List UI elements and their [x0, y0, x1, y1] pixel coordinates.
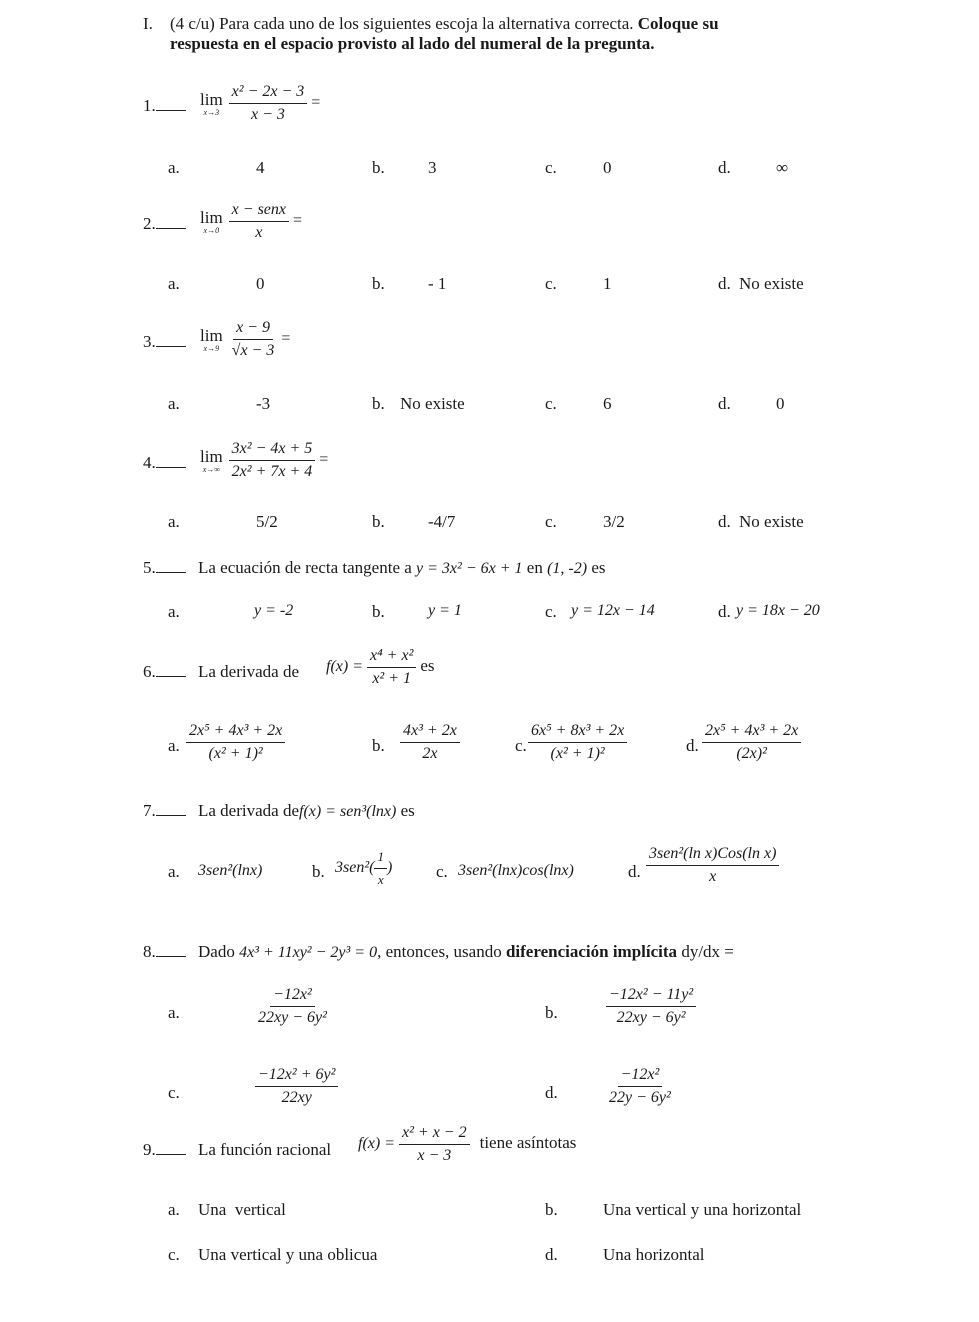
- q3-option-d-value: 0: [776, 394, 785, 413]
- q7-option-d-value: $\frac{\text{3sen²(ln x)Cos(ln x)}}{x}$: [646, 845, 779, 886]
- q7-option-a-value: 3sen²(lnx): [198, 862, 263, 879]
- q3-expression: lim x→9 $\frac{x - 9}{√x - 3}$ =: [200, 319, 291, 359]
- q9-option-c-value: Una vertical y una oblicua: [198, 1245, 378, 1264]
- q3-option-c-value: 6: [603, 394, 612, 413]
- q1-option-d-value: ∞: [776, 158, 789, 177]
- q4-option-d-value: No existe: [739, 512, 804, 531]
- q1-option-c-value: 0: [603, 158, 612, 177]
- q2-lim: lim x→0: [200, 207, 223, 235]
- q7-option-c-value: 3sen²(lnx)cos(lnx): [458, 862, 574, 879]
- q5-point: (1, -2): [547, 560, 588, 577]
- q2-option-d[interactable]: d.: [718, 274, 731, 293]
- q4-option-d[interactable]: d.: [718, 512, 731, 531]
- instructions-bold-1: Coloque su: [637, 14, 719, 33]
- q2-option-a[interactable]: a.: [168, 274, 180, 293]
- q8-option-b[interactable]: b.: [545, 1003, 558, 1022]
- q5-function: y = 3x² − 6x + 1: [416, 560, 523, 577]
- q1-option-b[interactable]: b.: [372, 158, 385, 177]
- q1-number: 1.: [143, 96, 186, 116]
- q2-option-b-value: - 1: [428, 274, 447, 293]
- q9-option-c[interactable]: c.: [168, 1245, 180, 1264]
- q1-option-b-value: 3: [428, 158, 437, 177]
- q8-option-d-value: $\frac{\text{−12x²}}{\text{22y − 6y²}}$: [609, 1066, 671, 1106]
- q2-option-c[interactable]: c.: [545, 274, 557, 293]
- q9-answer-blank[interactable]: [156, 1140, 186, 1155]
- instructions-intro: (4 c/u) Para cada uno de los siguientes escoja la alternativa correcta.: [170, 14, 634, 33]
- q4-number: 4.: [143, 453, 186, 473]
- q3-lim: lim x→9: [200, 325, 223, 353]
- q1-expression: lim x→3 $\frac{\text{x² − 2x − 3}}{x - 3}$ =: [200, 83, 321, 123]
- q8-number: 8.: [143, 942, 186, 962]
- q4-option-b[interactable]: b.: [372, 512, 385, 531]
- q1-option-a[interactable]: a.: [168, 158, 180, 177]
- q4-option-b-value: -4/7: [428, 512, 456, 531]
- q6-number: 6.: [143, 662, 186, 682]
- q1-fraction: $\frac{\text{x² − 2x − 3}}{x - 3}$: [229, 83, 308, 124]
- q6-option-c-value: $\frac{\text{6x⁵ + 8x³ + 2x}}{\text{(x² + 1)²}}$: [528, 722, 627, 763]
- section-numeral: I.: [143, 14, 153, 33]
- q9-function: f(x) = $\frac{\text{x² + x − 2}}{x - 3}$ tiene asíntotas: [358, 1124, 577, 1164]
- q3-fraction: $\frac{x - 9}{√x - 3}$: [231, 319, 275, 359]
- instructions: [170, 14, 719, 54]
- q1-option-c[interactable]: c.: [545, 158, 557, 177]
- q1-option-a-value: 4: [256, 158, 265, 177]
- q7-option-c[interactable]: c.: [436, 862, 448, 881]
- q9-option-a[interactable]: a.: [168, 1200, 180, 1219]
- q5-option-d[interactable]: d.: [718, 602, 731, 621]
- q9-option-d-value: Una horizontal: [603, 1245, 705, 1264]
- q3-option-a-value: -3: [256, 394, 271, 413]
- q2-number: 2.: [143, 214, 186, 234]
- q5-answer-blank[interactable]: [156, 558, 186, 573]
- q2-fraction: $\frac{\text{x − senx}}{x}$: [229, 201, 289, 242]
- q1-option-d[interactable]: d.: [718, 158, 731, 177]
- q6-text: La derivada de: [198, 662, 299, 681]
- q6-answer-blank[interactable]: [156, 662, 186, 677]
- q6-function: f(x) = $\frac{\text{x⁴ + x²}}{\text{x² + 1}}$ es: [326, 647, 435, 687]
- q6-option-a-value: $\frac{\text{2x⁵ + 4x³ + 2x}}{\text{(x² + 1)²}}$: [186, 722, 285, 763]
- q7-answer-blank[interactable]: [156, 801, 186, 816]
- q2-expression: lim x→0 $\frac{\text{x − senx}}{x}$ =: [200, 201, 303, 241]
- q7-option-b[interactable]: b.: [312, 862, 325, 881]
- q2-option-b[interactable]: b.: [372, 274, 385, 293]
- q9-number: 9.: [143, 1140, 186, 1160]
- q4-expression: lim x→∞ $\frac{\text{3x² − 4x + 5}}{\text{2x² + 7x + 4}}$ =: [200, 440, 329, 480]
- q1-answer-blank[interactable]: [156, 96, 186, 111]
- q7-option-a[interactable]: a.: [168, 862, 180, 881]
- q6-fraction: $\frac{\text{x⁴ + x²}}{\text{x² + 1}}$: [367, 647, 416, 688]
- q6-option-b[interactable]: b.: [372, 736, 385, 755]
- q5-option-c[interactable]: c.: [545, 602, 557, 621]
- q5-option-a[interactable]: a.: [168, 602, 180, 621]
- q7-statement: La derivada def(x) = sen³(lnx) es: [198, 801, 415, 820]
- q9-text: La función racional: [198, 1140, 332, 1159]
- q4-option-c-value: 3/2: [603, 512, 625, 531]
- q5-number: 5.: [143, 558, 186, 578]
- q8-equation: 4x³ + 11xy² − 2y³ = 0: [239, 944, 378, 961]
- q8-option-c-value: $\frac{\text{−12x² + 6y²}}{22xy}$: [255, 1066, 338, 1107]
- q3-option-b-value: No existe: [400, 394, 465, 413]
- q4-lim: lim x→∞: [200, 446, 223, 474]
- q9-option-a-value: Una vertical: [198, 1200, 286, 1219]
- q3-option-a[interactable]: a.: [168, 394, 180, 413]
- q6-option-b-value: $\frac{\text{4x³ + 2x}}{2x}$: [400, 722, 460, 763]
- q3-option-c[interactable]: c.: [545, 394, 557, 413]
- q8-option-a[interactable]: a.: [168, 1003, 180, 1022]
- q5-option-b-value: y = 1: [428, 602, 462, 619]
- q1-lim: lim x→3: [200, 89, 223, 117]
- q5-option-d-value: y = 18x − 20: [736, 602, 820, 619]
- q6-option-a[interactable]: a.: [168, 736, 180, 755]
- q6-option-d-value: $\frac{\text{2x⁵ + 4x³ + 2x}}{\text{(2x)²}}$: [702, 722, 801, 763]
- q2-option-c-value: 1: [603, 274, 612, 293]
- q9-option-b[interactable]: b.: [545, 1200, 558, 1219]
- q2-answer-blank[interactable]: [156, 214, 186, 229]
- q3-answer-blank[interactable]: [156, 332, 186, 347]
- q4-option-a-value: 5/2: [256, 512, 278, 531]
- q9-option-d[interactable]: d.: [545, 1245, 558, 1264]
- q9-fraction: $\frac{\text{x² + x − 2}}{x - 3}$: [399, 1124, 470, 1165]
- q7-number: 7.: [143, 801, 186, 821]
- q4-option-c[interactable]: c.: [545, 512, 557, 531]
- q5-option-c-value: y = 12x − 14: [571, 602, 655, 619]
- q7-option-b-value: 3sen²( $\frac{1}{x}$ ): [335, 849, 393, 887]
- q4-answer-blank[interactable]: [156, 453, 186, 468]
- q5-option-a-value: y = -2: [254, 602, 294, 619]
- q8-option-a-value: $\frac{\text{−12x²}}{\text{22xy − 6y²}}$: [258, 986, 327, 1026]
- q4-fraction: $\frac{\text{3x² − 4x + 5}}{\text{2x² + 7x + 4}}$: [229, 440, 316, 481]
- q8-answer-blank[interactable]: [156, 942, 186, 957]
- q3-number: 3.: [143, 332, 186, 352]
- q8-statement: Dado 4x³ + 11xy² − 2y³ = 0, entonces, usando diferenciación implícita dy/dx =: [198, 942, 734, 961]
- q8-option-c[interactable]: c.: [168, 1083, 180, 1102]
- q2-option-d-value: No existe: [739, 274, 804, 293]
- q7-option-d[interactable]: d.: [628, 862, 641, 881]
- q8-option-b-value: $\frac{\text{−12x² − 11y²}}{\text{22xy − 6y²}}$: [606, 986, 696, 1027]
- q9-option-b-value: Una vertical y una horizontal: [603, 1200, 802, 1219]
- q6-option-c[interactable]: c.: [515, 736, 527, 755]
- instructions-bold-2: respuesta en el espacio provisto al lado del numeral de la pregunta.: [170, 34, 655, 53]
- q5-statement: La ecuación de recta tangente a y = 3x² − 6x + 1 en (1, -2) es: [198, 558, 606, 577]
- q3-option-d[interactable]: d.: [718, 394, 731, 413]
- q6-option-d[interactable]: d.: [686, 736, 699, 755]
- q2-option-a-value: 0: [256, 274, 265, 293]
- q5-option-b[interactable]: b.: [372, 602, 385, 621]
- q7-function: f(x) = sen³(lnx): [299, 803, 397, 820]
- q3-option-b[interactable]: b.: [372, 394, 385, 413]
- q8-option-d[interactable]: d.: [545, 1083, 558, 1102]
- q4-option-a[interactable]: a.: [168, 512, 180, 531]
